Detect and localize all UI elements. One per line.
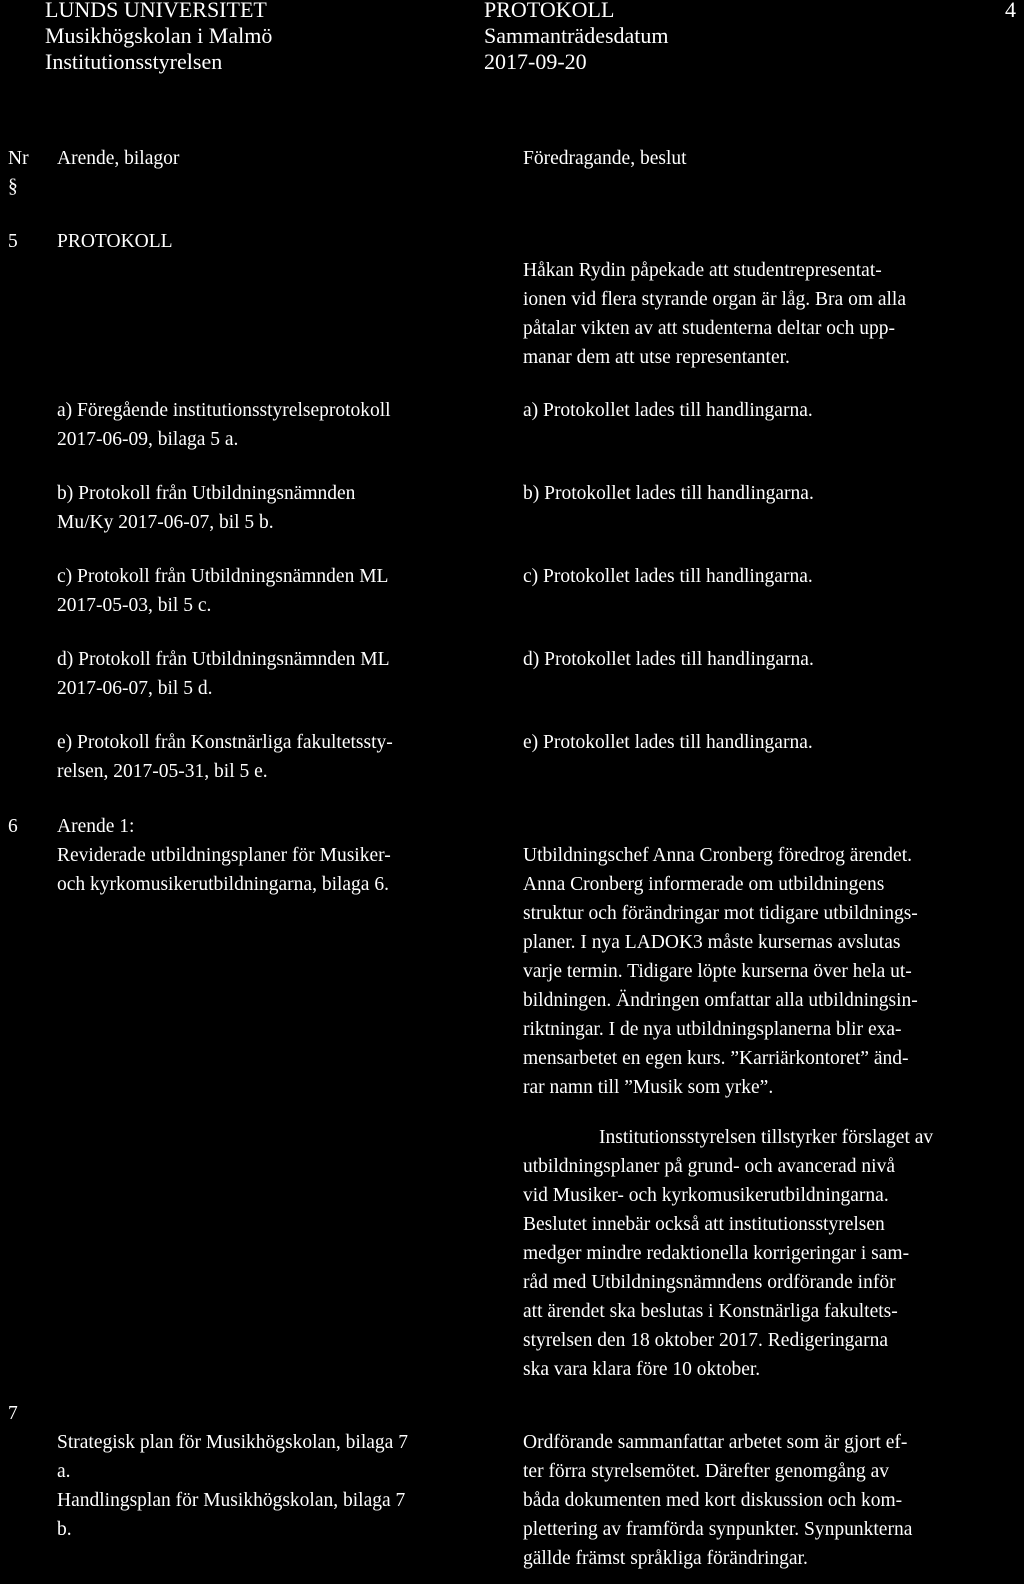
decision-line: Institutionsstyrelsen tillstyrker förslaget av bbox=[599, 1127, 934, 1148]
decision-line: ska vara klara före 10 oktober. bbox=[523, 1359, 761, 1380]
report-line: mensarbetet en egen kurs. ”Karriärkontoret” änd- bbox=[523, 1048, 909, 1069]
note-line: Håkan Rydin påpekade att studentrepresentat- bbox=[523, 260, 882, 281]
header-left bbox=[45, 0, 272, 75]
report-line: Utbildningschef Anna Cronberg föredrog ärendet. bbox=[523, 845, 912, 866]
subitem-line: b) Protokoll från Utbildningsnämnden bbox=[57, 483, 356, 504]
item-6-report bbox=[523, 841, 918, 1102]
item-line: Reviderade utbildningsplaner för Musiker- bbox=[57, 845, 391, 866]
item-line: Arende 1: bbox=[57, 816, 135, 837]
report-line: Anna Cronberg informerade om utbildningens bbox=[523, 874, 885, 895]
subitem-line: e) Protokoll från Konstnärliga fakultetssty- bbox=[57, 732, 393, 753]
item-5e-decision: e) Protokollet lades till handlingarna. bbox=[523, 732, 813, 753]
item-5e-text bbox=[57, 728, 393, 786]
decision-line: att ärendet ska beslutas i Konstnärliga fakultets- bbox=[523, 1301, 898, 1322]
report-line: riktningar. I de nya utbildningsplanerna blir exa- bbox=[523, 1019, 902, 1040]
report-line: varje termin. Tidigare löpte kurserna över hela ut- bbox=[523, 961, 912, 982]
note-line: påtalar vikten av att studenterna deltar och upp- bbox=[523, 318, 895, 339]
item-5b-text bbox=[57, 479, 355, 537]
item-6-decision bbox=[523, 1123, 933, 1384]
subitem-line: a) Föregående institutionsstyrelseprotokoll bbox=[57, 400, 391, 421]
subitem-line: Mu/Ky 2017-06-07, bil 5 b. bbox=[57, 512, 274, 533]
report-line: bildningen. Ändringen omfattar alla utbildningsin- bbox=[523, 990, 918, 1011]
subitem-line: 2017-05-03, bil 5 c. bbox=[57, 595, 212, 616]
item-6-number: 6 bbox=[8, 816, 18, 837]
item-5a-text bbox=[57, 396, 391, 454]
note-line: ionen vid flera styrande organ är låg. Bra om alla bbox=[523, 289, 907, 310]
item-5a-decision: a) Protokollet lades till handlingarna. bbox=[523, 400, 813, 421]
report-line: Ordförande sammanfattar arbetet som är gjort ef- bbox=[523, 1432, 908, 1453]
decision-line: utbildningsplaner på grund- och avancerad nivå bbox=[523, 1156, 895, 1177]
header-middle bbox=[484, 0, 669, 75]
meeting-date-label: Sammanträdesdatum bbox=[484, 23, 669, 48]
board-name: Institutionsstyrelsen bbox=[45, 49, 223, 74]
item-7-number: 7 bbox=[8, 1403, 18, 1424]
item-5c-decision: c) Protokollet lades till handlingarna. bbox=[523, 566, 813, 587]
item-5c-text bbox=[57, 562, 388, 620]
report-line: planer. I nya LADOK3 måste kursernas avslutas bbox=[523, 932, 901, 953]
report-line: rar namn till ”Musik som yrke”. bbox=[523, 1077, 774, 1098]
decision-line: vid Musiker- och kyrkomusikerutbildningarna. bbox=[523, 1185, 889, 1206]
report-line: struktur och förändringar mot tidigare utbildnings- bbox=[523, 903, 918, 924]
item-line: a. bbox=[57, 1461, 71, 1482]
document-type: PROTOKOLL bbox=[484, 0, 615, 22]
page-number: 4 bbox=[1005, 0, 1016, 22]
meeting-date: 2017-09-20 bbox=[484, 49, 587, 74]
item-5b-decision: b) Protokollet lades till handlingarna. bbox=[523, 483, 814, 504]
item-7-report bbox=[523, 1428, 912, 1573]
decision-line: styrelsen den 18 oktober 2017. Redigeringarna bbox=[523, 1330, 888, 1351]
item-line: Strategisk plan för Musikhögskolan, bilaga 7 bbox=[57, 1432, 408, 1453]
item-5-title: PROTOKOLL bbox=[57, 231, 173, 252]
report-line: ter förra styrelsemötet. Därefter genomgång av bbox=[523, 1461, 890, 1482]
item-7-text bbox=[57, 1428, 408, 1544]
item-5d-decision: d) Protokollet lades till handlingarna. bbox=[523, 649, 814, 670]
item-line: b. bbox=[57, 1519, 72, 1540]
subitem-line: 2017-06-07, bil 5 d. bbox=[57, 678, 213, 699]
subitem-line: d) Protokoll från Utbildningsnämnden ML bbox=[57, 649, 390, 670]
school-name: Musikhögskolan i Malmö bbox=[45, 23, 273, 48]
note-line: manar dem att utse representanter. bbox=[523, 347, 790, 368]
subitem-line: relsen, 2017-05-31, bil 5 e. bbox=[57, 761, 268, 782]
decision-line: råd med Utbildningsnämndens ordförande inför bbox=[523, 1272, 896, 1293]
report-line: båda dokumenten med kort diskussion och kom- bbox=[523, 1490, 903, 1511]
item-5-note bbox=[523, 256, 906, 372]
decision-line: Beslutet innebär också att institutionsstyrelsen bbox=[523, 1214, 885, 1235]
subitem-line: c) Protokoll från Utbildningsnämnden ML bbox=[57, 566, 389, 587]
column-paragraph-sign: § bbox=[8, 176, 18, 197]
report-line: plettering av framförda synpunkter. Synpunkterna bbox=[523, 1519, 913, 1540]
item-line: och kyrkomusikerutbildningarna, bilaga 6. bbox=[57, 874, 389, 895]
decision-line: medger mindre redaktionella korrigeringar i sam- bbox=[523, 1243, 910, 1264]
item-line: Handlingsplan för Musikhögskolan, bilaga 7 bbox=[57, 1490, 406, 1511]
item-5d-text bbox=[57, 645, 390, 703]
item-5-number: 5 bbox=[8, 231, 18, 252]
item-6-text bbox=[57, 812, 391, 899]
report-line: gällde främst språkliga förändringar. bbox=[523, 1548, 808, 1569]
column-decision: Föredragande, beslut bbox=[523, 148, 687, 169]
column-item: Arende, bilagor bbox=[57, 148, 180, 169]
university-name: LUNDS UNIVERSITET bbox=[45, 0, 267, 22]
column-nr: Nr bbox=[8, 148, 29, 169]
subitem-line: 2017-06-09, bilaga 5 a. bbox=[57, 429, 239, 450]
